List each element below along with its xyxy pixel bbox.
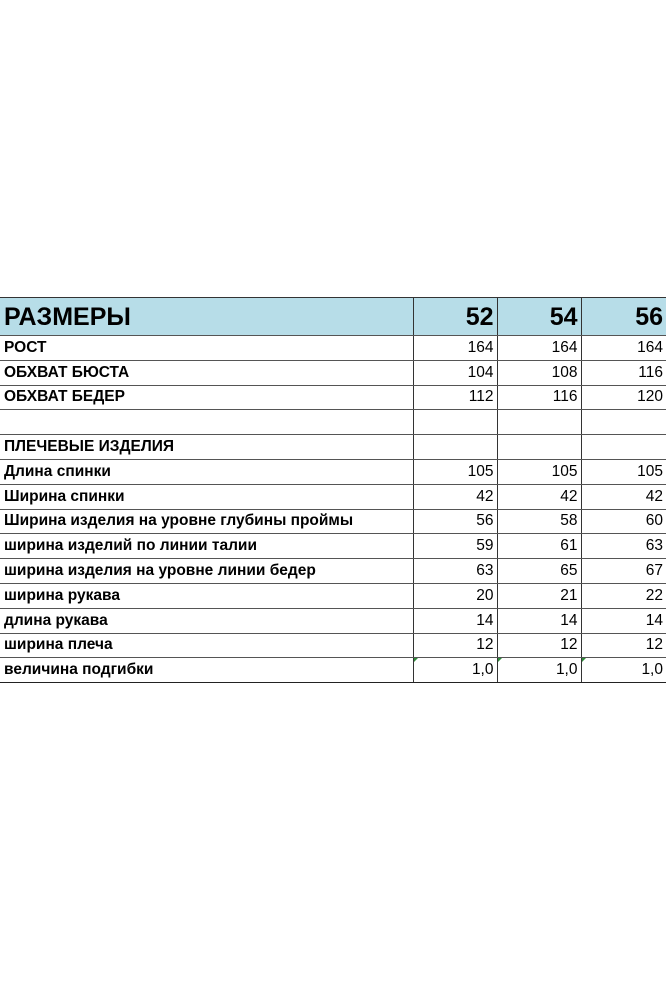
row-label [0,410,413,435]
row-label: ширина изделий по линии талии [0,534,413,559]
cell-value: 108 [497,360,581,385]
cell-value: 12 [413,633,497,658]
cell-value: 56 [413,509,497,534]
cell-value: 63 [413,559,497,584]
cell-value: 42 [497,484,581,509]
cell-value: 67 [581,559,666,584]
cell-value: 1,0 [581,658,666,683]
cell-value: 20 [413,583,497,608]
cell-value: 14 [581,608,666,633]
cell-value: 14 [413,608,497,633]
cell-value [581,435,666,460]
cell-value: 42 [581,484,666,509]
row-label: величина подгибки [0,658,413,683]
cell-value: 1,0 [413,658,497,683]
table-row [0,459,666,484]
header-row [0,298,666,336]
table-row [0,583,666,608]
cell-value: 42 [413,484,497,509]
cell-value: 63 [581,534,666,559]
section-row [0,435,666,460]
cell-value [581,410,666,435]
table-row [0,360,666,385]
table-row [0,633,666,658]
table-row [0,385,666,410]
cell-value: 112 [413,385,497,410]
cell-value: 104 [413,360,497,385]
row-label: ширина рукава [0,583,413,608]
cell-value: 60 [581,509,666,534]
cell-value: 105 [413,459,497,484]
table-row [0,336,666,361]
cell-value [413,435,497,460]
cell-value: 116 [581,360,666,385]
cell-value: 164 [413,336,497,361]
cell-value: 21 [497,583,581,608]
cell-value: 105 [581,459,666,484]
row-label: ширина плеча [0,633,413,658]
cell-value: 12 [497,633,581,658]
cell-value: 58 [497,509,581,534]
cell-value: 1,0 [497,658,581,683]
cell-value: 14 [497,608,581,633]
row-label: ОБХВАТ БЮСТА [0,360,413,385]
row-label: ОБХВАТ БЕДЕР [0,385,413,410]
cell-value: 116 [497,385,581,410]
cell-value: 105 [497,459,581,484]
size-chart-table [0,297,666,683]
cell-value: 164 [497,336,581,361]
table-row [0,559,666,584]
cell-value: 164 [581,336,666,361]
table-row [0,509,666,534]
table-row-empty [0,410,666,435]
table-row [0,608,666,633]
row-label: ширина изделия на уровне линии бедер [0,559,413,584]
header-label: РАЗМЕРЫ [0,298,413,336]
table-row [0,658,666,683]
size-56-header: 56 [581,298,666,336]
cell-value: 61 [497,534,581,559]
size-52-header: 52 [413,298,497,336]
cell-value [497,435,581,460]
row-label: Длина спинки [0,459,413,484]
cell-value: 22 [581,583,666,608]
table-row [0,484,666,509]
cell-value: 120 [581,385,666,410]
cell-value: 12 [581,633,666,658]
size-54-header: 54 [497,298,581,336]
row-label: длина рукава [0,608,413,633]
cell-value: 59 [413,534,497,559]
row-label: Ширина изделия на уровне глубины проймы [0,509,413,534]
row-label: Ширина спинки [0,484,413,509]
cell-value [497,410,581,435]
cell-value [413,410,497,435]
table-row [0,534,666,559]
cell-value: 65 [497,559,581,584]
section-label: ПЛЕЧЕВЫЕ ИЗДЕЛИЯ [0,435,413,460]
row-label: РОСТ [0,336,413,361]
